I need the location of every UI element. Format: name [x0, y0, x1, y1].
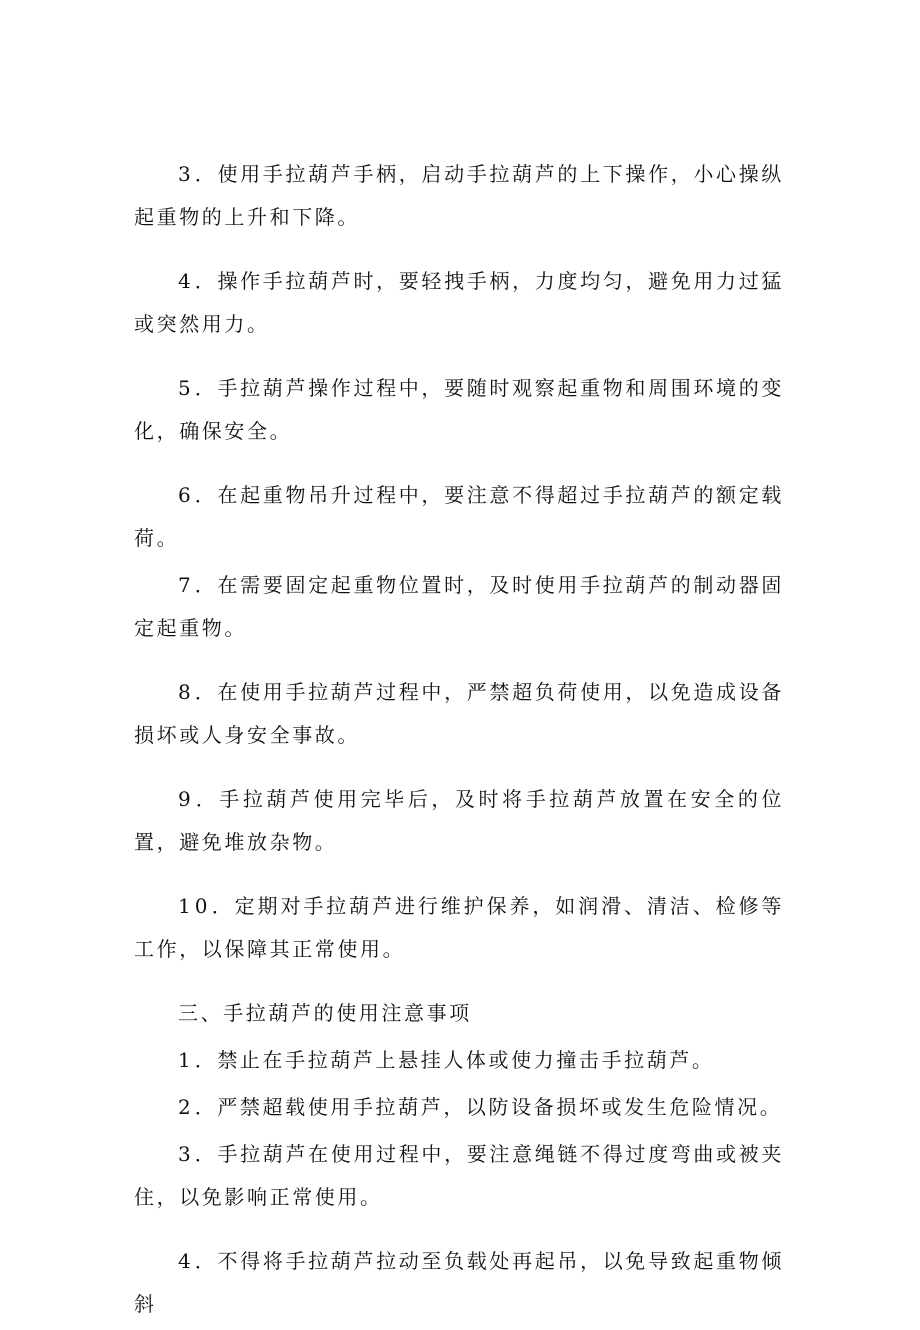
paragraph-step-4	[134, 260, 784, 346]
paragraph-text: ．操作手拉葫芦时，要轻拽手柄，力度均匀，避免用力过猛或突然用力。	[134, 269, 784, 336]
note-4	[134, 1240, 784, 1326]
paragraph-number: 9	[178, 787, 195, 811]
note-text: ．手拉葫芦在使用过程中，要注意绳链不得过度弯曲或被夹住，以免影响正常使用。	[134, 1142, 784, 1209]
paragraph-text: ．在使用手拉葫芦过程中，严禁超负荷使用，以免造成设备损坏或人身安全事故。	[134, 680, 784, 747]
note-3	[134, 1133, 784, 1219]
note-text: ．不得将手拉葫芦拉动至负载处再起吊，以免导致起重物倾斜	[134, 1249, 784, 1316]
paragraph-text: ．在起重物吊升过程中，要注意不得超过手拉葫芦的额定载荷。	[134, 483, 784, 550]
note-number: 2	[178, 1095, 195, 1119]
paragraph-step-9	[134, 778, 784, 864]
note-number: 3	[178, 1142, 195, 1166]
paragraph-number: 3	[178, 162, 195, 186]
paragraph-number: 6	[178, 483, 195, 507]
section-heading: 三、手拉葫芦的使用注意事项	[178, 1001, 472, 1025]
note-text: ．禁止在手拉葫芦上悬挂人体或使力撞击手拉葫芦。	[194, 1048, 715, 1072]
paragraph-text: ．定期对手拉葫芦进行维护保养，如润滑、清洁、检修等工作，以保障其正常使用。	[134, 894, 784, 961]
paragraph-number: 4	[178, 269, 195, 293]
paragraph-step-5	[134, 367, 784, 453]
paragraph-step-8	[134, 671, 784, 757]
note-number: 1	[178, 1048, 195, 1072]
note-1	[134, 1039, 784, 1082]
paragraph-step-7	[134, 564, 784, 650]
paragraph-number: 5	[178, 376, 195, 400]
paragraph-step-3	[134, 153, 784, 239]
note-2	[134, 1086, 784, 1129]
paragraph-step-6	[134, 474, 784, 560]
paragraph-text: ．手拉葫芦使用完毕后，及时将手拉葫芦放置在安全的位置，避免堆放杂物。	[134, 787, 784, 854]
paragraph-number: 10	[178, 894, 212, 918]
document-body	[134, 153, 784, 1330]
paragraph-text: ．使用手拉葫芦手柄，启动手拉葫芦的上下操作，小心操纵起重物的上升和下降。	[134, 162, 784, 229]
paragraph-text: ．在需要固定起重物位置时，及时使用手拉葫芦的制动器固定起重物。	[134, 573, 784, 640]
paragraph-text: ．手拉葫芦操作过程中，要随时观察起重物和周围环境的变化，确保安全。	[134, 376, 784, 443]
paragraph-step-10	[134, 885, 784, 971]
paragraph-number: 7	[178, 573, 195, 597]
paragraph-number: 8	[178, 680, 195, 704]
note-text: ．严禁超载使用手拉葫芦，以防设备损坏或发生危险情况。	[194, 1095, 783, 1119]
note-number: 4	[178, 1249, 195, 1273]
